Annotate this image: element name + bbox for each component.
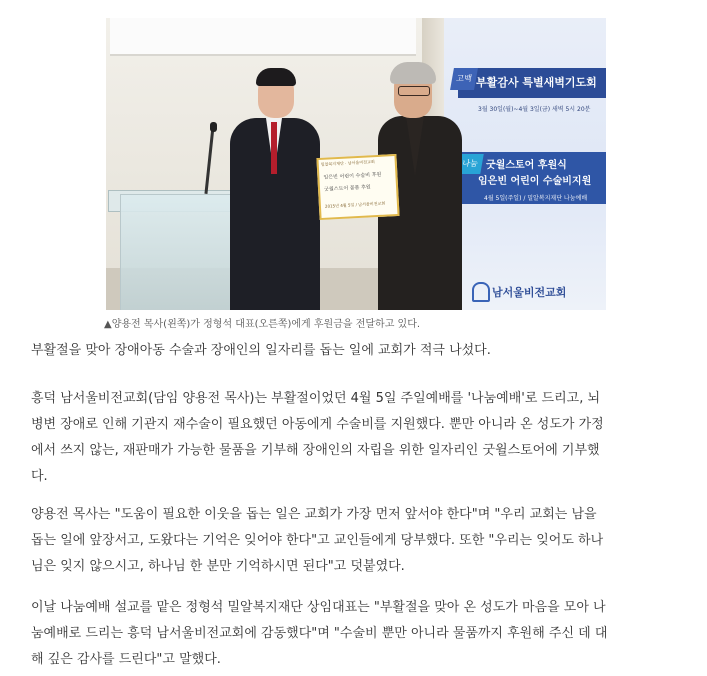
certificate-footer: 2015년 4월 5일 / 남서울비전교회 — [324, 200, 386, 209]
banner-subtitle-1: 3월 30일(월)~4월 3일(금) 새벽 5시 20분 — [478, 106, 591, 113]
banner-church-name: 남서울비전교회 — [492, 286, 567, 299]
photo-caption: ▲양용전 목사(왼쪽)가 정형석 대표(오른쪽)에게 후원금을 전달하고 있다. — [104, 319, 421, 330]
article-line: 다. — [31, 469, 48, 484]
article-line: 흥덕 남서울비전교회(담임 양용전 목사)는 부활절이었던 4월 5일 주일예배를 '나눔예배'로 드리고, 뇌 — [31, 391, 601, 406]
photo-projector-screen — [110, 18, 416, 56]
article-paragraph-3 — [31, 502, 707, 580]
donation-certificate — [316, 154, 399, 220]
article-line: 해 깊은 감사를 드린다"고 말했다. — [31, 652, 221, 667]
photo-glasses-icon — [398, 86, 430, 96]
church-logo-icon — [472, 282, 490, 302]
banner-tag-2: 나눔 — [456, 154, 484, 174]
article-line: 병변 장애로 인해 기관지 재수술이 필요했던 아동에게 수술비를 지원했다. 뿐만 아니라 온 성도가 가정 — [31, 417, 604, 432]
article-line: 양용전 목사는 "도움이 필요한 이웃을 돕는 일은 교회가 가장 먼저 앞서야 한다"며 "우리 교회는 남을 — [31, 507, 597, 522]
photo-microphone-icon — [210, 122, 217, 132]
article-paragraph-2 — [31, 386, 707, 490]
article-paragraph-4 — [31, 595, 707, 673]
article-line: 돕는 일에 앞장서고, 도왔다는 기억은 잊어야 한다"고 교인들에게 당부했다. 또한 "우리는 잊어도 하나 — [31, 533, 604, 548]
photo-person-right-hair — [390, 62, 436, 84]
certificate-line-1: 임은빈 어린이 수술비 후원 — [323, 171, 382, 181]
certificate-line-2: 굿윌스토어 물품 후원 — [323, 184, 371, 193]
banner-title-1: 부활감사 특별새벽기도회 — [476, 76, 597, 89]
banner-subtitle-2: 4월 5일(주일) / 밀알복지재단 나눔예배 — [484, 195, 588, 202]
article-line: 눔예배로 드리는 흥덕 남서울비전교회에 감동했다"며 "수술비 뿐만 아니라 물품까지 후원해 주신 데 대 — [31, 626, 608, 641]
photo-person-left-hair — [256, 68, 296, 86]
article-photo — [106, 18, 606, 310]
photo-person-left-tie — [271, 122, 277, 174]
article-line: 님은 잊지 않으시고, 하나님 한 분만 기억하시면 된다"고 덧붙였다. — [31, 559, 405, 574]
article-line: 이날 나눔예배 설교를 맡은 정형석 밀알복지재단 상임대표는 "부활절을 맞아 온 성도가 마음을 모아 나 — [31, 600, 606, 615]
article-paragraph-1 — [31, 338, 707, 364]
article-line: 부활절을 맞아 장애아동 수술과 장애인의 일자리를 돕는 일에 교회가 적극 나섰다. — [31, 343, 491, 358]
banner-tag-1: 고백 — [450, 68, 478, 90]
certificate-header: 밀알복지재단 · 남서울비전교회 — [320, 159, 375, 167]
banner-title-2a: 굿윌스토어 후원식 — [486, 160, 567, 171]
banner-title-2b: 임은빈 어린이 수술비지원 — [478, 176, 592, 187]
article-line: 에서 쓰지 않는, 재판매가 가능한 물품을 기부해 장애인의 자립을 위한 일자리인 굿윌스토어에 기부했 — [31, 443, 600, 458]
